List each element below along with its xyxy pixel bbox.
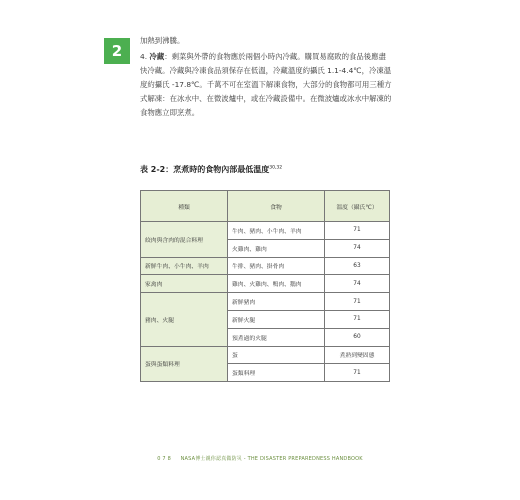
table-header-row: [141, 191, 390, 222]
header-category: 種類: [141, 191, 228, 222]
item-text: ：剩菜與外帶的食物應於兩個小時內冷藏。購買易腐敗的食品後應盡快冷藏。冷藏與冷凍食品須保存在低溫，冷藏溫度約攝氏 1.1-4.4℃，冷凍溫度約攝氏 -17.8℃。千萬不可在室溫下解凍食物，大部分的食物都可用三種方式解凍：在冰水中、在微波爐中，或在冷藏設備中。在微波爐或冰水中解凍的食物應立即烹煮。: [140, 52, 392, 117]
temperature-cell: 71: [325, 310, 390, 328]
temperature-cell: 71: [325, 293, 390, 311]
food-cell: 新鮮火腿: [228, 310, 325, 328]
table-title: 表 2-2：烹煮時的食物內部最低溫度$^{30,32}$: [140, 165, 283, 174]
table-row: [141, 257, 390, 275]
food-cell: 蛋: [228, 346, 325, 364]
table-row: [141, 275, 390, 293]
reference-marker: 30,32: [269, 165, 283, 171]
page-number: 078: [157, 456, 173, 462]
food-cell: 火雞肉、雞肉: [228, 239, 325, 257]
chapter-number-tab: 2: [104, 38, 130, 64]
food-cell: 雞肉、火雞肉、鴨肉、鵝肉: [228, 275, 325, 293]
temperature-cell: 71: [325, 222, 390, 240]
temperature-cell: 煮熟到變固態: [325, 346, 390, 364]
food-cell: 牛肉、豬肉、小牛肉、羊肉: [228, 222, 325, 240]
header-temperature: 溫度（攝氏℃）: [325, 191, 390, 222]
food-cell: 牛排、豬肉、掛骨肉: [228, 257, 325, 275]
page-footer: [0, 455, 520, 462]
temperature-cell: 60: [325, 328, 390, 346]
header-food: 食物: [228, 191, 325, 222]
paragraph-continuation: 加熱到沸騰。: [140, 36, 185, 45]
category-cell: 家禽肉: [141, 275, 228, 293]
temperature-cell: 71: [325, 364, 390, 382]
table-row: [141, 346, 390, 364]
list-item-refrigeration: [140, 50, 392, 120]
table-row: [141, 222, 390, 240]
food-cell: 蛋類料理: [228, 364, 325, 382]
category-cell: 新鮮牛肉、小牛肉、羊肉: [141, 257, 228, 275]
food-cell: 新鮮豬肉: [228, 293, 325, 311]
category-cell: 蛋與蛋類料理: [141, 346, 228, 382]
category-cell: 豬肉、火腿: [141, 293, 228, 346]
category-cell: 絞肉與含肉的混合料理: [141, 222, 228, 258]
table-row: [141, 293, 390, 311]
body-text: [140, 34, 392, 120]
book-title: NASA博士親你認真做防災 - THE DISASTER PREPAREDNESS HANDBOOK: [180, 456, 363, 462]
item-heading: 冷藏: [149, 52, 165, 61]
temperature-cell: 63: [325, 257, 390, 275]
temperature-cell: 74: [325, 275, 390, 293]
temperature-cell: 74: [325, 239, 390, 257]
item-number: 4.: [140, 52, 148, 61]
min-temperature-table: [140, 190, 390, 382]
food-cell: 預煮過的火腿: [228, 328, 325, 346]
